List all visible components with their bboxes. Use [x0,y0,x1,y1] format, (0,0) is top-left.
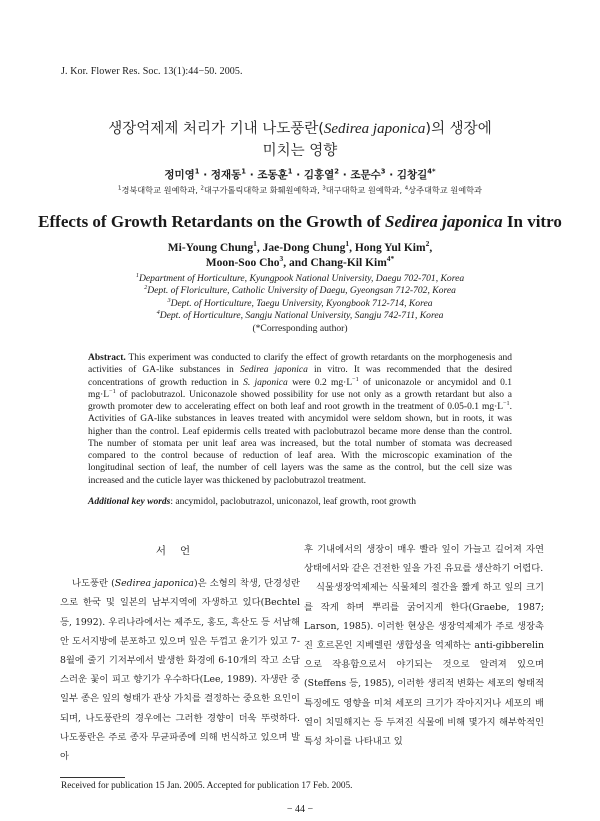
author-separator: · [246,169,258,181]
korean-title [40,118,560,162]
author-sup: 1 [253,239,257,249]
keywords-label: Additional key words [88,497,171,507]
paragraph-text: 나도풍란 ( [72,578,115,590]
journal-citation: J. Kor. Flower Res. Soc. 13(1):44−50. 2005. [61,66,243,77]
affil-sup: 2 [200,185,204,192]
corresponding-mark: * [432,167,436,176]
english-title [20,212,580,232]
author-sup [387,254,394,263]
korean-title-text-end: )의 생장에 [425,121,492,137]
korean-affiliations [20,185,580,196]
page-number: − 44 − [286,804,314,815]
english-affiliation [40,298,560,310]
affil-text: Department of Horticulture, Kyungpook National University, Daegu 702-701, Korea [138,273,465,284]
unit-sup: −1 [352,376,359,383]
affil-sup: 2 [144,284,148,292]
keywords [88,497,512,507]
body-right-column [304,540,544,751]
author-separator: · [339,169,351,181]
corresponding-mark: * [390,254,395,264]
paragraph-species: Sedirea japonica [114,578,194,590]
affil-sup: 3 [322,185,326,192]
english-author: Hong Yul Kim [354,242,426,254]
english-affiliation [40,285,560,297]
abstract-text: in vitro. It was recommended that the desired concentrations of growth reduction in [88,365,512,388]
continued-paragraph: 후 기내에서의 생장이 매우 빨라 잎이 가늘고 길어져 자연 상태에서와 같은 건전한 잎을 가진 유묘를 생산하기 어렵다. [304,544,544,575]
korean-title-line-1 [40,118,560,140]
author-sup [427,168,435,176]
korean-affiliation: 상주대학교 원예학과 [408,185,482,195]
english-authors-line-1: Mi-Young Chung$^1$, Jae-Dong Chung$^1$, Hong Yul Kim$^2$, [167,239,433,254]
author-sup: 1 [194,167,200,176]
english-author: Mi-Young Chung [167,242,254,254]
abstract-text: were 0.2 mg·L [287,377,353,388]
affil-text: Dept. of Floriculture, Catholic University of Daegu, Gyeongsan 712-702, Korea [147,285,456,297]
received-note: Received for publication 15 Jan. 2005. Accepted for publication 17 Feb. 2005. [61,781,353,791]
author-sup-number: 4 [427,167,433,176]
english-authors [40,241,560,271]
korean-affiliation: 경북대학교 원예학과, [121,185,201,195]
unit-sup: −1 [503,400,510,407]
author-separator: · [385,169,397,181]
author-sup: 1 [241,167,247,176]
korean-author: 조문수 [350,169,381,181]
author-sup: 2 [425,239,430,249]
korean-author: 조동훈 [257,169,288,181]
corresponding-author-note: (*Corresponding author) [252,322,348,334]
affil-sup: 3 [167,296,171,304]
intro-paragraph [60,574,300,766]
author-sup: 2 [334,167,340,176]
body-paragraph: 식물생장억제제는 식물체의 절간을 짧게 하고 잎의 크기를 작게 하며 뿌리를 굵어지게 한다(Graebe, 1987; Larson, 1985). 이러한 현상은 생장억제제가 주로 생장촉진 호르몬인 지베렐린 생합성을 억제하는 anti-gibberelin으로 작용함으로서 야기되는 것으로 알려져 있으며(Steffens 등, 1985), 이러한 생리적 변화는 세포의 형태적 특징에도 영향을 미쳐 세포의 크기가 작아지거나 세포의 배열이 치밀해지는 등 두져진 식물에 비해 몇가지 해부학적인 특성 차이를 나타내고 있 [304,582,544,748]
paragraph-text: )은 소형의 착생, 단경성란으로 한국 및 일본의 남부지역에 자생하고 있다(Bechtel 등, 1992). 우리나라에서는 제주도, 홍도, 흑산도 등 서남해안 도서지방에 분포하고 있으며 잎은 두껍고 윤기가 있고 7-8월에 줄기 기저부에서 발생한 화경에 6-10개의 작고 소담스러운 꽃이 피고 향기가 우수하다(Lee, 1989). 자생란 중 일부 종은 잎의 형태가 관상 가치를 결정하는 중요한 요인이 되며, 나도풍란의 경우에는 그러한 경향이 더욱 뚜렷하다. 나도풍란은 주로 종자 무균파종에 의해 번식하고 있으며 발아 [60,578,300,763]
korean-author: 김홍열 [303,169,335,181]
korean-author: 김창길 [396,169,428,181]
english-author: Moon-Soo Cho [205,257,280,269]
korean-title-line-2: 미치는 영향 [262,143,338,159]
unit-sup: −1 [109,388,116,395]
body-left-column [60,540,300,766]
author-sup: 1 [287,167,293,176]
keywords-text: : ancymidol, paclobutrazol, uniconazol, leaf growth, root growth [170,497,416,507]
english-affiliations [40,273,560,335]
english-title-text-end: In vitro [502,212,562,231]
abstract-text: . Activities of GA-like substances in leaves treated with ancymidol were seldom shown, but in roots, it was higher than the control. Leaf epidermis cells treated with paclobutrazol became more dense than the control. The number of stomata per unit leaf area was increased, but the total number of stomata was decreased compared to the control because of reduction of leaf area. With the microscopic examination of the longitudinal section of leaf, the number of cell layers was the same as the control, but the cell size was increased and the cuticle layer was thickened by paclobutrazol treatment. [88,402,512,486]
english-authors-line-2 [40,256,560,271]
korean-affiliation: 대구가톨릭대학교 화훼원예학과, [203,185,323,195]
author-sup: 1 [345,239,350,249]
affil-sup: 4 [404,185,409,192]
author-sup-number: 4 [386,254,391,264]
english-affiliation [40,273,560,285]
author-separator: · [292,169,304,181]
abstract-text: of uniconazole or ancymidol and 0.1 mg·L [88,377,512,400]
korean-author: 정재동 [210,169,242,181]
abstract-species: S. japonica [243,377,288,388]
korean-affiliation: 대구대학교 원예학과, [325,185,405,195]
section-heading-introduction: 서언 [155,545,205,557]
author-sup: 3 [380,167,386,176]
abstract-text: This experiment was conducted to clarify the effect of growth retardants on the morphogenesis and activities of GA-like substances in [88,353,512,376]
abstract [88,352,512,487]
english-author: Jae-Dong Chung [262,242,346,254]
english-title-text: Effects of Growth Retardants on the Growth of [38,212,386,231]
abstract-text: of paclobutrazol. Uniconazole showed possibility for use not only as a growth retardant but also a growth promoter dew to accelerating effect on both leaf and root growth in the treatment of 0.05-0.1 mg·L [88,389,512,412]
korean-author: 정미영 [164,169,195,181]
english-affiliation [40,310,560,322]
affil-text: Dept. of Horticulture, Taegu University, Kyongbook 712-714, Korea [170,297,433,309]
korean-title-text: 생장억제제 처리가 기내 나도풍란( [108,121,324,137]
english-title-species: Sedirea japonica [385,212,503,231]
abstract-species: Sedirea japonica [239,365,308,376]
author-sup: 3 [279,254,284,264]
author-separator: · [199,169,211,181]
affil-sup: 1 [135,271,139,279]
footnote-rule [60,777,125,778]
korean-title-species: Sedirea japonica [323,121,426,137]
abstract-label: Abstract. [88,353,126,363]
korean-authors [40,167,560,182]
author-and: , and [283,257,311,269]
affil-text: Dept. of Horticulture, Sangju National University, Sangju 742-711, Korea [159,310,444,322]
english-author: Chang-Kil Kim [310,257,387,269]
affil-sup: 1 [118,185,122,192]
affil-sup: 4 [156,309,160,317]
